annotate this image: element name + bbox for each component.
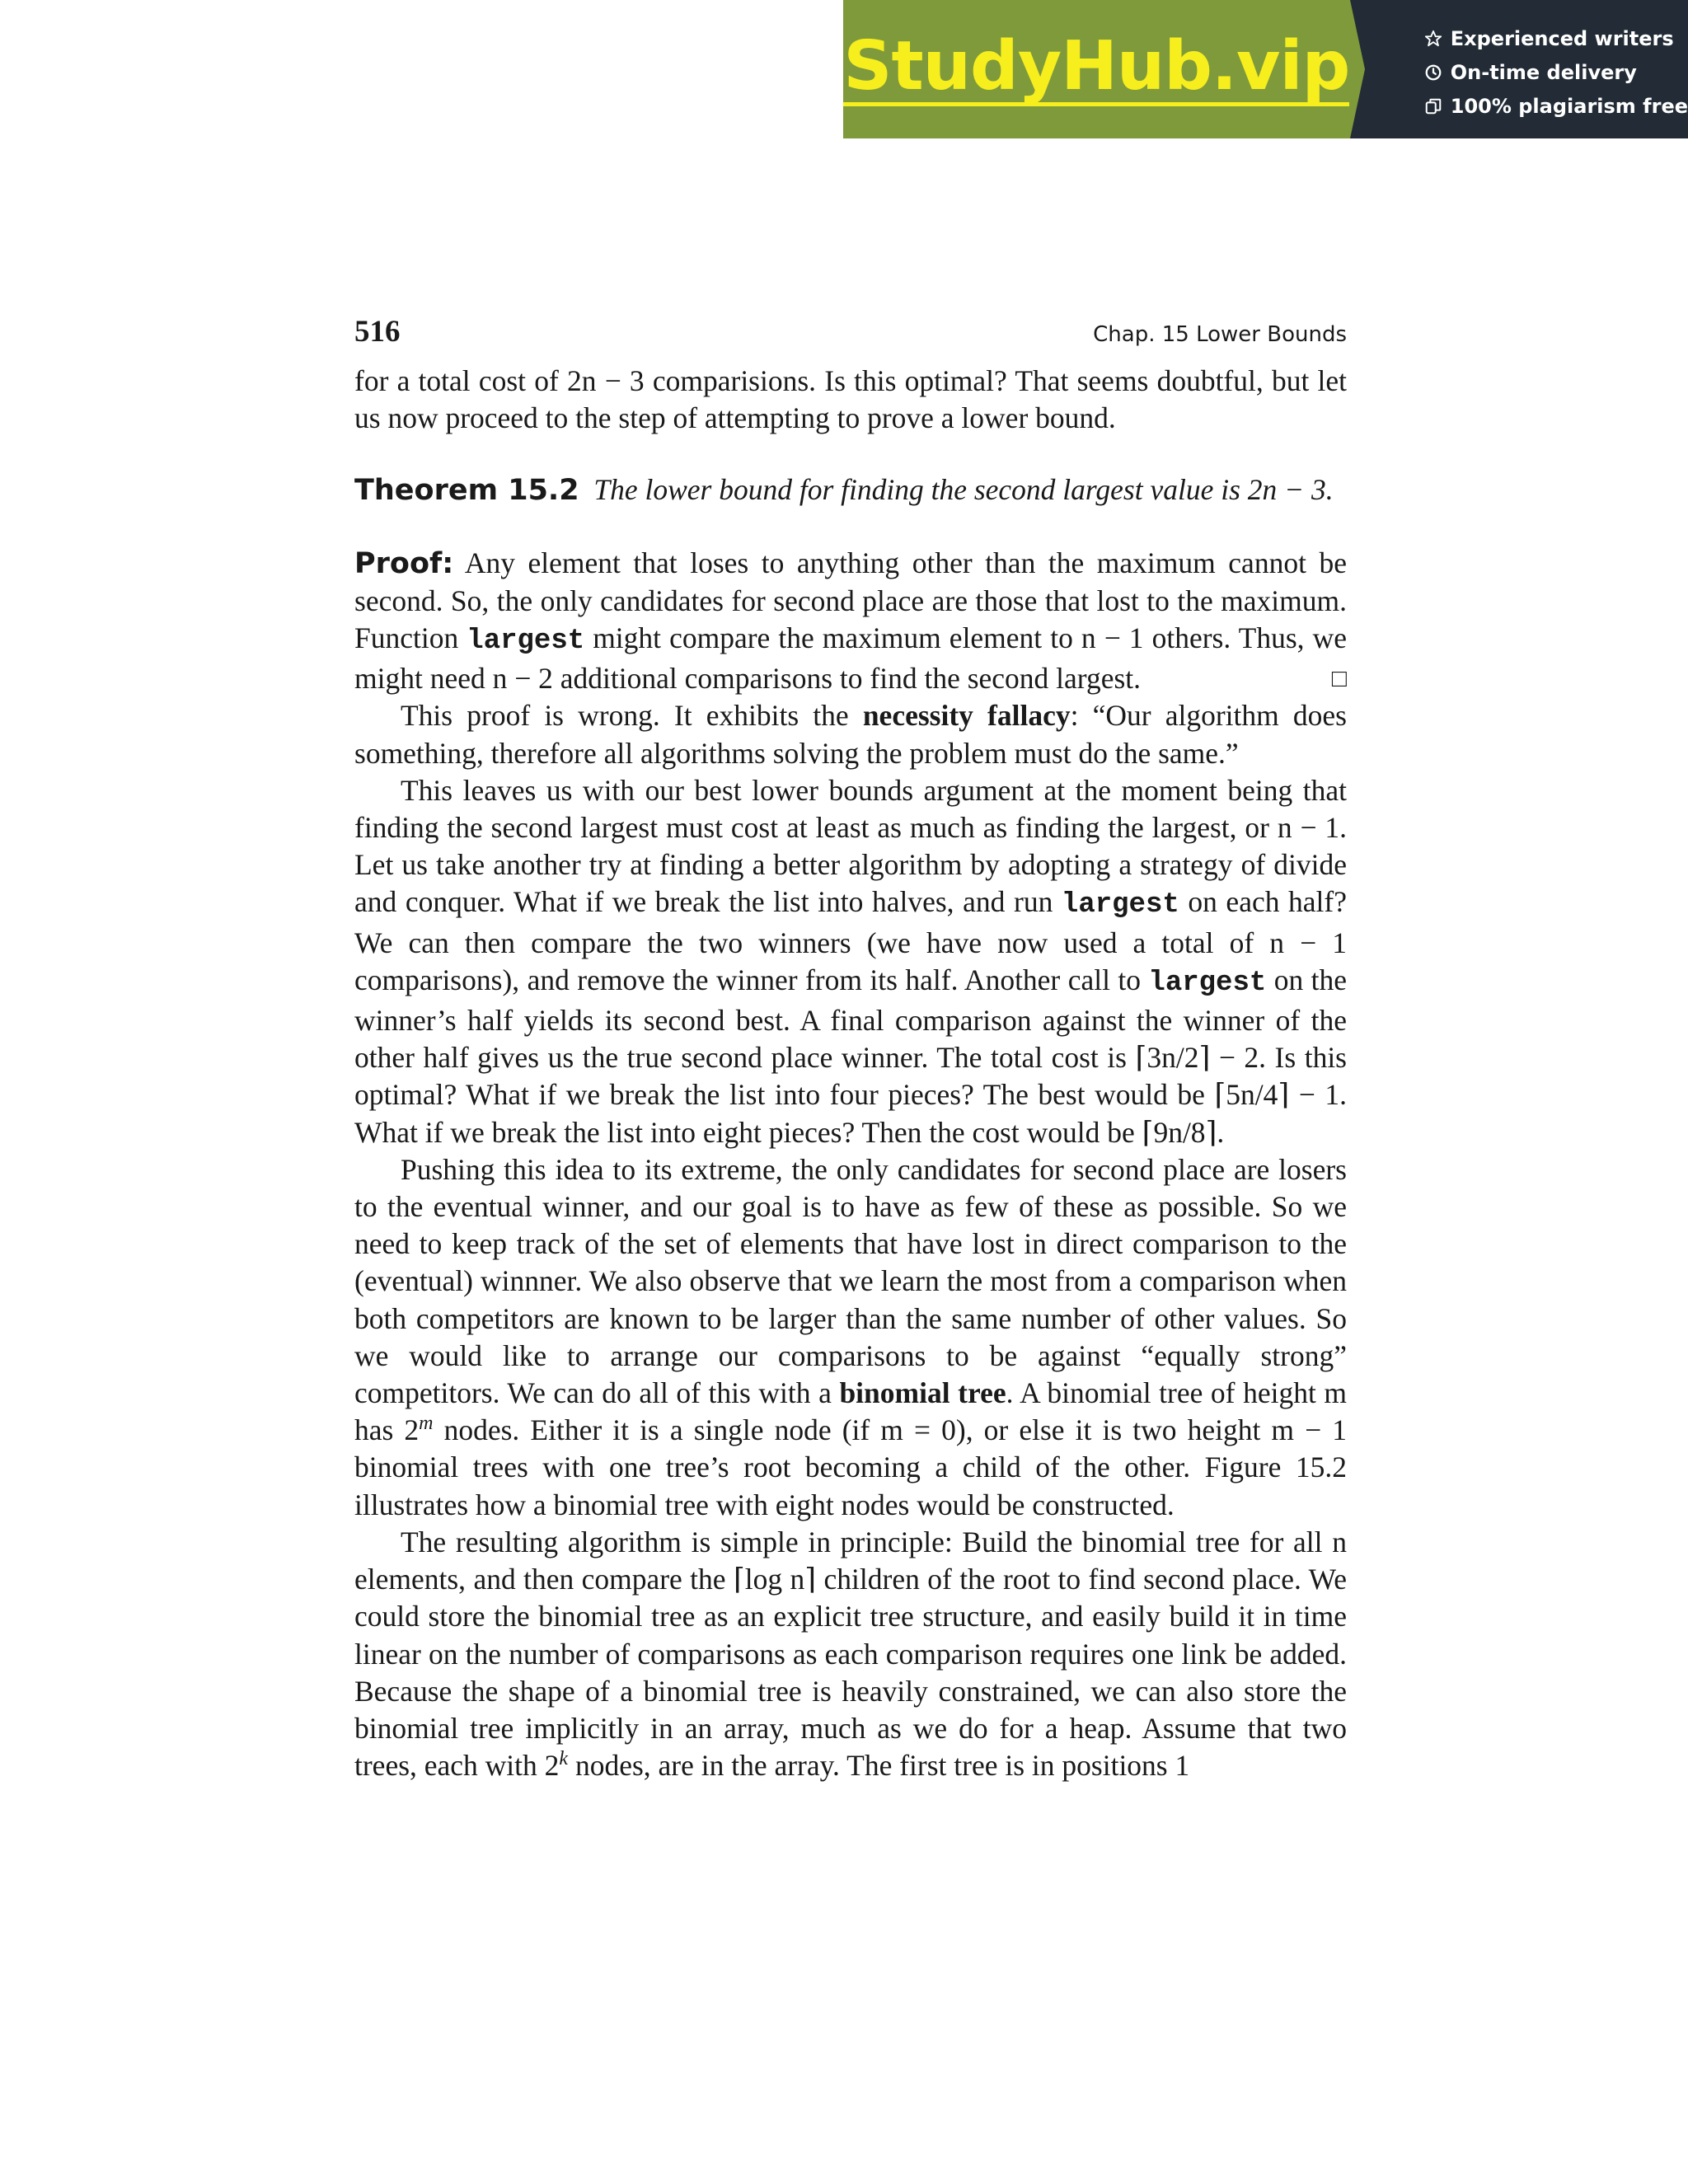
code-largest: largest (1148, 967, 1267, 999)
paragraph: for a total cost of 2n − 3 comparisions. Is this optimal? That seems doubtful, but let us now proceed to the step of attempting to prove a lower bound. (354, 364, 1347, 435)
paragraph: The resulting algorithm is simple in principle: Build the binomial tree for all n elements, and then compare the ⌈log n⌉ children of the root to find second place. We could store the binomial tree as an explicit tree structure, and easily build it in time linear on the number of comparisons as each comparison requires one link be added. Because the shape of a binomial tree is heavily constrained, we can also store the binomial tree implicitly in an array, much as we do for a heap. Assume that two trees, each with 2$^k$ nodes, are in the array. The first tree is in positions 1 (354, 1525, 1347, 1783)
term-necessity-fallacy: necessity fallacy (862, 699, 1071, 733)
feature-item (1423, 21, 1688, 55)
term-binomial-tree: binomial tree (839, 1376, 1006, 1410)
running-head: Chap. 15 Lower Bounds (1093, 322, 1347, 347)
clock-icon (1423, 62, 1444, 83)
code-largest: largest (467, 626, 585, 658)
feature-item (1423, 89, 1688, 123)
page-header (354, 313, 1347, 363)
star-icon (1423, 28, 1444, 49)
feature-label: Experienced writers (1450, 26, 1674, 50)
book-page (354, 313, 1347, 1784)
logo-text: StudyHub.vip (843, 26, 1350, 105)
code-largest: largest (1061, 889, 1179, 921)
qed-symbol: □ (1331, 665, 1347, 693)
theorem-text: The lower bound for finding the second largest value is 2n − 3. (593, 473, 1334, 507)
page-number: 516 (354, 315, 401, 349)
studyhub-logo[interactable] (843, 0, 1350, 138)
feature-label: On-time delivery (1450, 60, 1637, 84)
proof-label: Proof: (354, 546, 454, 580)
proof: Proof: Any element that loses to anything other than the maximum cannot be second. So, the only candidates for second place are those that lost to the maximum. Function largest might compare the maximum element to n − 1 others. Thus, we might need n − 2 additional comparisons to find the second largest. □ (354, 545, 1347, 698)
paragraph: This proof is wrong. It exhibits the necessity fallacy: “Our algorithm does something, therefore all algorithms solving the problem must do the same.” (354, 699, 1348, 770)
studyhub-banner[interactable] (843, 0, 1688, 138)
paragraph: Pushing this idea to its extreme, the only candidates for second place are losers to the eventual winner, and our goal is to have as few of these as possible. So we need to keep track of the set of elements that have lost in direct comparison to the (eventual) winnner. We also observe that we learn the most from a comparison when both competitors are known to be larger than the same number of other values. So we would like to arrange our comparisons to be against “equally strong” competitors. We can do all of this with a binomial tree. A binomial tree of height m has 2$^m$ nodes. Either it is a single node (if m = 0), or else it is two height m − 1 binomial trees with one tree’s root becoming a child of the other. Figure 15.2 illustrates how a binomial tree with eight nodes would be constructed. (354, 1152, 1348, 1521)
feature-list (1350, 0, 1688, 138)
feature-item (1423, 55, 1688, 89)
paragraph: This leaves us with our best lower bounds argument at the moment being that finding the second largest must cost at least as much as finding the largest, or n − 1. Let us take another try at finding a better algorithm by adopting a strategy of divide and conquer. What if we break the list into halves, and run largest on each half? We can then compare the two winners (we have now used a total of n − 1 comparisons), and remove the winner from its half. Another call to largest on the winner’s half yields its second best. A final comparison against the winner of the other half gives us the true second place winner. The total cost is ⌈3n/2⌉ − 2. Is this optimal? What if we break the list into four pieces? The best would be ⌈5n/4⌉ − 1. What if we break the list into eight pieces? Then the cost would be ⌈9n/8⌉. (354, 773, 1347, 1149)
theorem (354, 471, 1347, 509)
copy-icon (1423, 96, 1444, 117)
theorem-label: Theorem 15.2 (354, 474, 579, 508)
feature-label: 100% plagiarism free (1450, 94, 1688, 118)
